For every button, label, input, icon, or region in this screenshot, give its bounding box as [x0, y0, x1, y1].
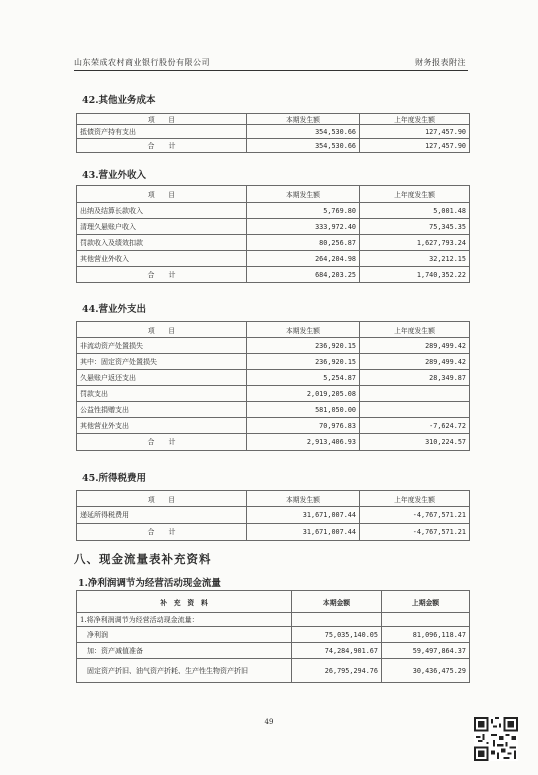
column-header: 项 目 — [77, 322, 247, 338]
prior-value: 5,001.48 — [360, 203, 470, 219]
column-header: 本期发生额 — [247, 322, 360, 338]
table-row — [77, 659, 470, 683]
column-header: 本期发生额 — [247, 114, 360, 125]
prior-value: 1,740,352.22 — [360, 267, 470, 283]
current-value: 80,256.87 — [247, 235, 360, 251]
row-label: 出纳及结算长款收入 — [77, 203, 247, 219]
column-header: 项 目 — [77, 114, 247, 125]
prior-value: 32,212.15 — [360, 251, 470, 267]
row-label: 罚款支出 — [77, 386, 247, 402]
row-label: 其中：固定资产处置损失 — [77, 354, 247, 370]
prior-value: 289,499.42 — [360, 338, 470, 354]
total-row — [77, 139, 470, 153]
row-label: 非流动资产处置损失 — [77, 338, 247, 354]
column-header: 上年度发生额 — [360, 491, 470, 507]
section-44-title: 44.营业外支出 — [82, 304, 147, 315]
column-header: 项 目 — [77, 491, 247, 507]
table-row — [77, 386, 470, 402]
table-row — [77, 354, 470, 370]
total-row — [77, 524, 470, 541]
row-label: 其他营业外收入 — [77, 251, 247, 267]
table-row — [77, 203, 470, 219]
current-value: 74,284,901.67 — [292, 643, 382, 659]
column-header: 项 目 — [77, 186, 247, 203]
table-row — [77, 402, 470, 418]
row-label: 其他营业外支出 — [77, 418, 247, 434]
current-value: 5,769.80 — [247, 203, 360, 219]
column-header: 上年度发生额 — [360, 186, 470, 203]
prior-value: 81,096,118.47 — [382, 627, 470, 643]
current-value: 75,035,140.05 — [292, 627, 382, 643]
table-row — [77, 125, 470, 139]
prior-value: 28,349.87 — [360, 370, 470, 386]
column-header: 本期发生额 — [247, 491, 360, 507]
total-row — [77, 267, 470, 283]
table-row — [77, 613, 470, 627]
section-42-title: 42.其他业务成本 — [82, 95, 156, 106]
table-row — [77, 643, 470, 659]
column-header: 上年度发生额 — [360, 322, 470, 338]
prior-value: 289,499.42 — [360, 354, 470, 370]
table-row — [77, 235, 470, 251]
table-45 — [76, 490, 470, 541]
row-label: 合 计 — [77, 267, 247, 283]
table-header-row — [77, 186, 470, 203]
prior-value: 75,345.35 — [360, 219, 470, 235]
current-value: 5,254.87 — [247, 370, 360, 386]
current-value: 31,671,007.44 — [247, 524, 360, 541]
table-row — [77, 418, 470, 434]
current-value: 354,530.66 — [247, 139, 360, 153]
table-header-row — [77, 591, 470, 613]
current-value: 26,795,294.76 — [292, 659, 382, 683]
table-header-row — [77, 491, 470, 507]
current-value: 70,976.83 — [247, 418, 360, 434]
current-value: 2,019,205.08 — [247, 386, 360, 402]
company-name: 山东荣成农村商业银行股份有限公司 — [74, 58, 210, 67]
prior-value — [360, 402, 470, 418]
table-row — [77, 219, 470, 235]
column-header: 上年度发生额 — [360, 114, 470, 125]
row-label: 递延所得税费用 — [77, 507, 247, 524]
current-value: 333,972.40 — [247, 219, 360, 235]
row-label: 久悬账户返还支出 — [77, 370, 247, 386]
current-value: 581,050.00 — [247, 402, 360, 418]
current-value: 236,920.15 — [247, 338, 360, 354]
row-label: 罚款收入及绩效扣款 — [77, 235, 247, 251]
table-44 — [76, 321, 470, 451]
prior-value: 59,497,864.37 — [382, 643, 470, 659]
current-value: 31,671,007.44 — [247, 507, 360, 524]
table-row — [77, 370, 470, 386]
prior-value: 310,224.57 — [360, 434, 470, 451]
row-label: 合 计 — [77, 139, 247, 153]
section-8-title: 八、现金流量表补充资料 — [74, 552, 212, 566]
column-header: 本期发生额 — [247, 186, 360, 203]
section-43-title: 43.营业外收入 — [82, 170, 147, 181]
row-label: 合 计 — [77, 434, 247, 451]
current-value: 264,204.98 — [247, 251, 360, 267]
table-row — [77, 251, 470, 267]
table-43 — [76, 185, 470, 283]
row-label: 1.将净利润调节为经营活动现金流量： — [77, 613, 292, 627]
row-label: 清理久悬账户收入 — [77, 219, 247, 235]
table-header-row — [77, 114, 470, 125]
total-row — [77, 434, 470, 451]
section-45-title: 45.所得税费用 — [82, 473, 147, 484]
prior-value — [382, 613, 470, 627]
table-row — [77, 627, 470, 643]
row-label: 公益性捐赠支出 — [77, 402, 247, 418]
row-label: 合 计 — [77, 524, 247, 541]
column-header: 本期金额 — [292, 591, 382, 613]
table-row — [77, 507, 470, 524]
current-value: 236,920.15 — [247, 354, 360, 370]
section-8-1-title: 1.净利润调节为经营活动现金流量 — [78, 578, 221, 589]
prior-value: 1,627,793.24 — [360, 235, 470, 251]
prior-value: -4,767,571.21 — [360, 507, 470, 524]
row-label: 抵债资产持有支出 — [77, 125, 247, 139]
qr-code-icon — [474, 717, 518, 761]
current-value: 2,913,406.93 — [247, 434, 360, 451]
prior-value: 127,457.90 — [360, 125, 470, 139]
current-value: 354,530.66 — [247, 125, 360, 139]
row-label: 固定资产折旧、油气资产折耗、生产性生物资产折旧 — [77, 659, 292, 683]
row-label: 净利润 — [77, 627, 292, 643]
document-title: 财务报表附注 — [415, 58, 466, 67]
header-divider — [74, 70, 468, 71]
prior-value: 30,436,475.29 — [382, 659, 470, 683]
table-42 — [76, 113, 470, 153]
prior-value: 127,457.90 — [360, 139, 470, 153]
prior-value: -7,624.72 — [360, 418, 470, 434]
column-header: 补 充 资 料 — [77, 591, 292, 613]
prior-value — [360, 386, 470, 402]
table-8-1 — [76, 590, 470, 683]
prior-value: -4,767,571.21 — [360, 524, 470, 541]
current-value: 684,203.25 — [247, 267, 360, 283]
current-value — [292, 613, 382, 627]
row-label: 加：资产减值准备 — [77, 643, 292, 659]
table-header-row — [77, 322, 470, 338]
page-number: 49 — [264, 718, 274, 726]
table-row — [77, 338, 470, 354]
column-header: 上期金额 — [382, 591, 470, 613]
